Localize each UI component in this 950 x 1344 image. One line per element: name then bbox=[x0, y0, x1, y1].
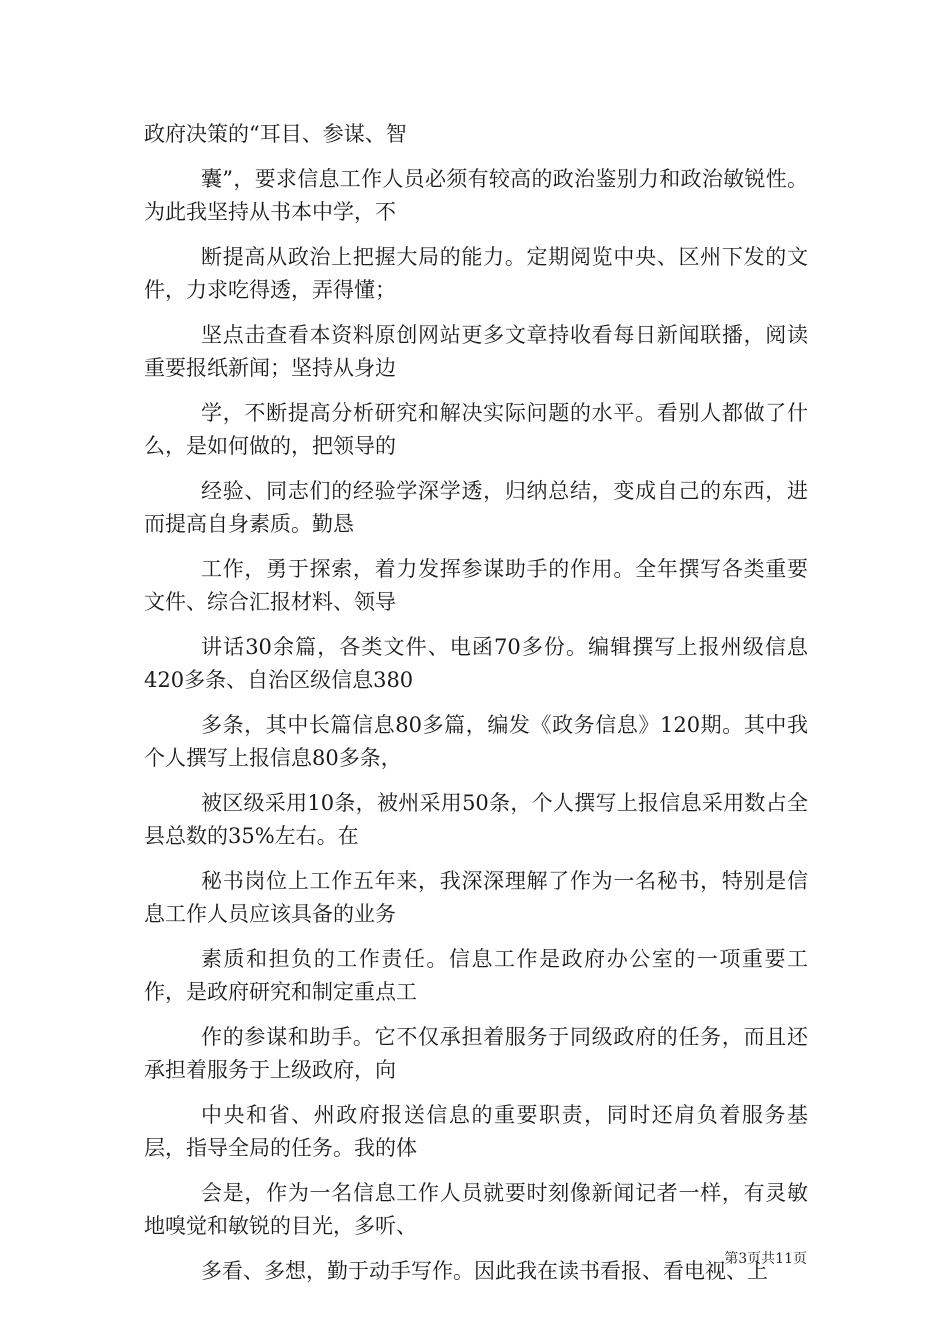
paragraph-2: 囊”，要求信息工作人员必须有较高的政治鉴别力和政治敏锐性。为此我坚持从书本中学，不 bbox=[144, 167, 808, 224]
paragraph-5: 学，不断提高分析研究和解决实际问题的水平。看别人都做了什么，是如何做的，把领导的 bbox=[144, 401, 808, 458]
paragraph-6: 经验、同志们的经验学深学透，归纳总结，变成自己的东西，进而提高自身素质。勤恳 bbox=[144, 479, 808, 536]
page-number: 第3页共11页 bbox=[724, 1251, 807, 1267]
paragraph-1: 政府决策的“耳目、参谋、智 bbox=[144, 122, 407, 146]
paragraph-3: 断提高从政治上把握大局的能力。定期阅览中央、区州下发的文件，力求吃得透，弄得懂； bbox=[144, 245, 808, 302]
paragraph-8: 讲话30余篇，各类文件、电函70多份。编辑撰写上报州级信息420多条、自治区级信息380 bbox=[144, 635, 808, 692]
paragraph-4: 坚点击查看本资料原创网站更多文章持收看每日新闻联播，阅读重要报纸新闻；坚持从身边 bbox=[144, 323, 808, 380]
paragraph-9: 多条，其中长篇信息80多篇，编发《政务信息》120期。其中我个人撰写上报信息80多条， bbox=[144, 713, 808, 770]
paragraph-12: 素质和担负的工作责任。信息工作是政府办公室的一项重要工作，是政府研究和制定重点工 bbox=[144, 947, 808, 1004]
paragraph-10: 被区级采用10条，被州采用50条，个人撰写上报信息采用数占全县总数的35%左右。在 bbox=[144, 791, 808, 848]
paragraph-15: 会是，作为一名信息工作人员就要时刻像新闻记者一样，有灵敏地嗅觉和敏锐的目光，多听、 bbox=[144, 1181, 808, 1238]
document-body bbox=[144, 118, 808, 1300]
paragraph-16: 多看、多想，勤于动手写作。因此我在读书看报、看电视、上 bbox=[201, 1259, 768, 1283]
paragraph-7: 工作，勇于探索，着力发挥参谋助手的作用。全年撰写各类重要文件、综合汇报材料、领导 bbox=[144, 557, 808, 614]
paragraph-11: 秘书岗位上工作五年来，我深深理解了作为一名秘书，特别是信息工作人员应该具备的业务 bbox=[144, 869, 808, 926]
paragraph-14: 中央和省、州政府报送信息的重要职责，同时还肩负着服务基层，指导全局的任务。我的体 bbox=[144, 1103, 808, 1160]
paragraph-13: 作的参谋和助手。它不仅承担着服务于同级政府的任务，而且还承担着服务于上级政府，向 bbox=[144, 1025, 808, 1082]
